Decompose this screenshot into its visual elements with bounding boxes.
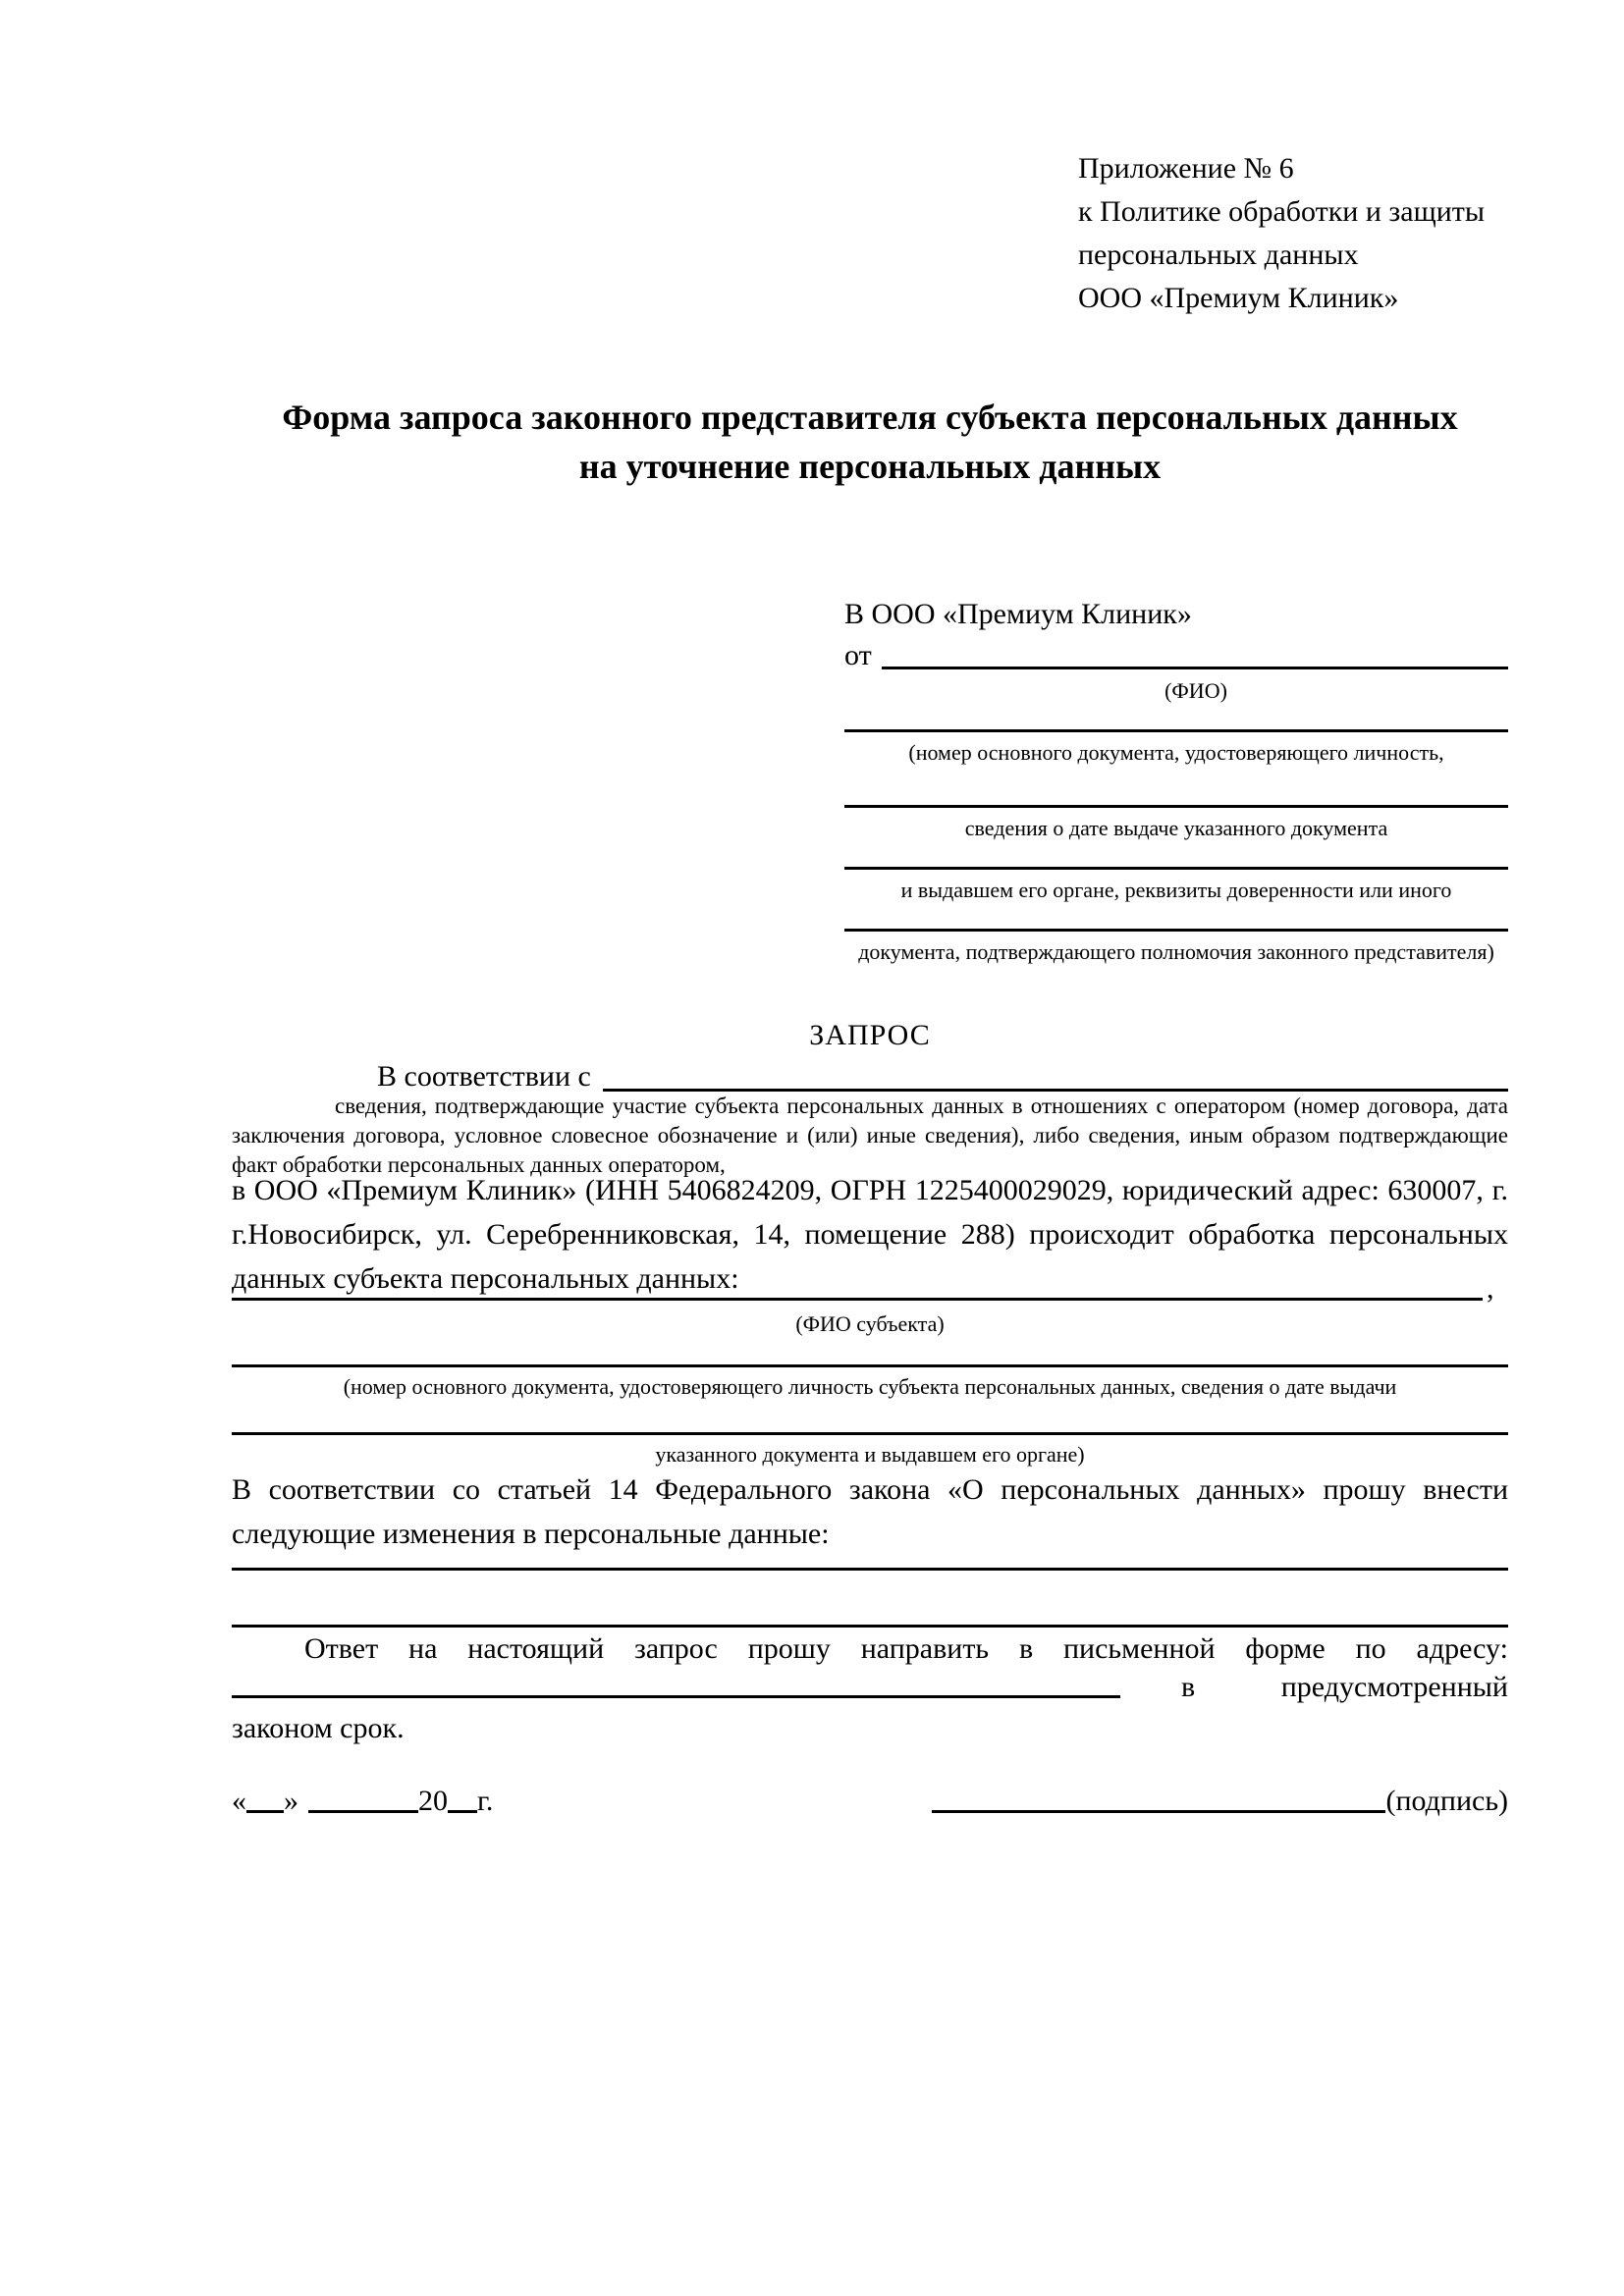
answer-word: предусмотренный [1280,1671,1508,1703]
accordance-row [232,1058,1508,1094]
request-heading: ЗАПРОС [809,1019,931,1051]
answer-word: в [1181,1671,1196,1703]
issuing-authority-blank[interactable] [844,867,1508,870]
document-title-line: на уточнение персональных данных [578,447,1162,486]
field-caption: (номер основного документа, удостоверяющего личность субъекта персональных данных, сведения о дате выдачи [343,1374,1397,1399]
operator-paragraph: в ООО «Премиум Клиник» (ИНН 5406824209, ОГРН 1225400029029, юридический адрес: 630007, г. г.Новосибирск, ул. Серебренниковская, 14, помещение 288) происходит обработка персональных данных субъекта персональных данных: [232,1174,1508,1295]
subject-doc-number-blank[interactable] [232,1364,1508,1367]
date-day-blank[interactable] [246,1810,284,1813]
changes-blank-1[interactable] [232,1536,1508,1571]
field-caption: (ФИО) [1164,678,1227,703]
answer-paragraph-line1: Ответ на настоящий запрос прошу направить в письменной форме по адресу: [304,1632,1508,1665]
answer-address-row [232,1669,1508,1704]
answer-paragraph-line3: законом срок. [232,1712,405,1744]
date-group [232,1785,493,1818]
addressee-block [844,594,1508,965]
field-caption: сведения о дате выдаче указанного документа [964,816,1388,840]
annex-note [1078,147,1520,320]
representative-doc-number-blank[interactable] [844,729,1508,732]
annex-note-line: к Политике обработки и защиты [1078,195,1486,228]
subject-fio-comma: , [1487,1272,1494,1305]
subject-fio-row [232,1274,1508,1306]
date-year-blank[interactable] [448,1810,477,1813]
quote-close: » [284,1785,298,1817]
annex-note-line: ООО «Премиум Клиник» [1078,282,1399,314]
annex-note-line: Приложение № 6 [1078,152,1294,185]
article14-paragraph: В соответствии со статьей 14 Федерального закона «О персональных данных» прошу внести следующие изменения в персональные данные: [232,1473,1508,1550]
from-row [844,635,1508,676]
answer-address-blank[interactable] [232,1695,1120,1698]
date-month-blank[interactable] [308,1810,418,1813]
field-caption: (ФИО субъекта) [795,1311,945,1336]
doc-issue-date-blank[interactable] [844,805,1508,808]
document-title-line: Форма запроса законного представителя субъекта персональных данных [282,398,1458,437]
subject-doc-row [232,1404,1508,1435]
signature-blank[interactable] [932,1810,1385,1813]
changes-blank-2[interactable] [232,1593,1508,1628]
from-label: от [844,639,872,671]
representative-fio-blank[interactable] [882,667,1508,669]
annex-note-line: персональных данных [1078,239,1359,271]
field-row [844,867,1508,903]
field-caption: документа, подтверждающего полномочия законного представителя) [858,939,1494,964]
document-title [232,393,1508,491]
addressee-to: В ООО «Премиум Клиник» [844,598,1192,630]
signature-caption: (подпись) [1385,1785,1508,1817]
subject-fio-blank[interactable] [232,1298,1483,1301]
date-signature-row [232,1779,1508,1818]
signature-group [932,1785,1508,1818]
authority-document-blank[interactable] [844,929,1508,932]
field-caption: (номер основного документа, удостоверяющего личность, [908,740,1444,765]
field-row [844,929,1508,965]
subject-doc-row [232,1336,1508,1367]
field-caption: указанного документа и выдавшем его органе) [655,1442,1085,1467]
field-caption: и выдавшем его органе, реквизиты доверенности или иного [900,878,1452,902]
subject-doc-issue-blank[interactable] [232,1432,1508,1435]
accordance-prefix: В соответствии с [377,1060,591,1093]
year-prefix: 20 [418,1785,448,1817]
quote-open: « [232,1785,246,1817]
year-suffix: г. [477,1785,494,1817]
field-row [844,805,1508,841]
field-row [844,729,1508,766]
accordance-note: сведения, подтверждающие участие субъекта персональных данных в отношениях с оператором (номер договора, дата заключения договора, условное словесное обозначение и (или) иные сведения), либо сведения, иным образом подтверждающие факт обработки персональных данных оператором, [232,1094,1508,1177]
